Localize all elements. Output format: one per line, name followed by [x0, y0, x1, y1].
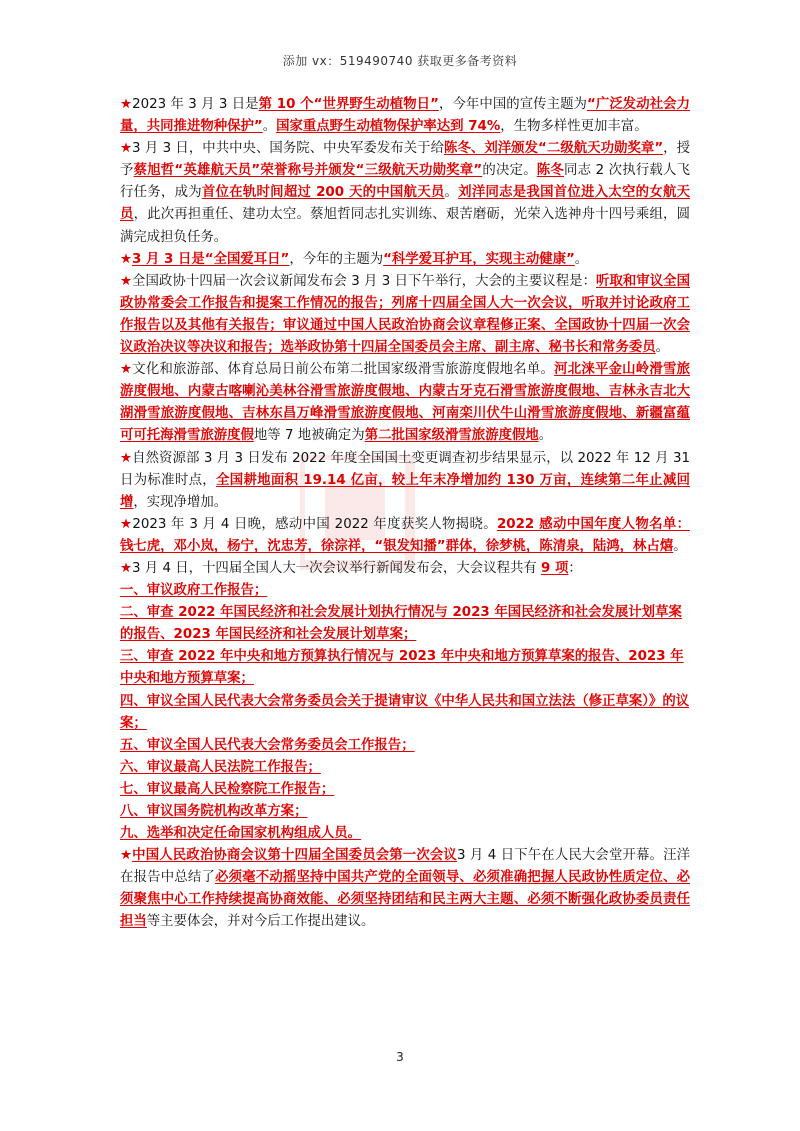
news-paragraph — [120, 249, 690, 271]
paragraph-text: ，今年的主题为 — [289, 251, 384, 267]
star-icon: ★ — [120, 560, 133, 576]
paragraph-text: 文化和旅游部、体育总局日前公布第二批国家级滑雪旅游度假地名单。 — [132, 362, 555, 378]
paragraph-text: 。 — [655, 340, 670, 356]
paragraph-text: 。 — [444, 185, 459, 201]
agenda-item — [120, 801, 690, 823]
agenda-item — [120, 735, 690, 757]
paragraph-text: 3 月 3 日，中共中央、国务院、中央军委发布关于给 — [132, 141, 445, 157]
news-paragraph — [120, 558, 690, 580]
news-paragraph — [120, 359, 690, 447]
paragraph-text: ： — [568, 560, 582, 576]
highlighted-text: 第二批国家级滑雪旅游度假地 — [364, 428, 539, 444]
news-paragraph — [120, 138, 690, 248]
star-icon: ★ — [120, 97, 133, 112]
highlighted-text: 国家重点野生动植物保护率达到 74% — [276, 119, 501, 135]
news-paragraph — [120, 448, 690, 514]
star-icon: ★ — [120, 362, 133, 378]
paragraph-text: 。 — [673, 538, 687, 554]
highlighted-text: “广泛发动社会力量，共同推进物种保护” — [120, 97, 691, 135]
highlighted-text: 全国耕地面积 19.14 亿亩，较上年末净增加约 130 万亩，连续第二年止减回增 — [120, 472, 691, 510]
agenda-item-text: 五、审议全国人民代表大会常务委员会工作报告； — [120, 737, 415, 753]
agenda-item — [120, 691, 690, 735]
agenda-item-text: 六、审议最高人民法院工作报告； — [120, 759, 321, 775]
highlighted-text: 陈冬 — [536, 163, 564, 179]
agenda-item-text: 三、审查 2022 年中央和地方预算执行情况与 2023 年中央和地方预算草案的报告、2023 年中央和地方预算草案； — [120, 649, 684, 687]
star-icon: ★ — [120, 848, 133, 864]
highlighted-text: 听取和审议全国政协常委会工作报告和提案工作情况的报告；列席十四届全国人大一次会议，听取并讨论政府工作报告以及其他有关报告；审议通过中国人民政治协商会议章程修正案、全国政协十四届一次会议政治决议等决议和报告；选举政协第十四届全国委员会主席、副主席、秘书长和常务委员 — [120, 273, 690, 356]
agenda-item — [120, 646, 690, 690]
paragraph-text: 。 — [574, 251, 589, 267]
paragraph-text: 的决定。 — [482, 163, 537, 179]
news-paragraph — [120, 845, 690, 933]
news-paragraph — [120, 514, 690, 558]
agenda-item-text: 四、审议全国人民代表大会常务委员会关于提请审议《中华人民共和国立法法（修正草案）》的议案； — [120, 693, 690, 731]
highlighted-text: 刘洋同志是我国首位进入太空的女航天员 — [120, 185, 691, 223]
agenda-item-text: 一、审议政府工作报告； — [120, 583, 268, 599]
agenda-item — [120, 823, 690, 845]
news-paragraph — [120, 94, 690, 138]
highlighted-text: “科学爱耳护耳，实现主动健康” — [383, 251, 575, 267]
highlighted-text: 首位在轨时间超过 200 天的中国航天员 — [201, 185, 445, 201]
star-icon: ★ — [120, 251, 133, 267]
highlighted-text: 3 月 3 日是“全国爱耳日” — [132, 251, 290, 267]
page-number: 3 — [396, 1050, 404, 1064]
agenda-item-text: 九、选举和决定任命国家机构组成人员。 — [120, 826, 362, 842]
highlighted-text: 9 项 — [541, 560, 569, 576]
star-icon: ★ — [120, 450, 133, 466]
highlighted-text: 陈冬、刘洋颁发“二级航天功勋奖章” — [444, 141, 664, 157]
highlighted-text: 河北涞平金山岭滑雪旅游度假地、内蒙古喀喇沁美林谷滑雪旅游度假地、内蒙古牙克石滑雪旅游度假地、吉林永吉北大湖滑雪旅游度假地、吉林东昌万峰滑雪旅游度假地、河南栾川伏牛山滑雪旅游度假地、新疆富蕴可可托海滑雪旅游度假 — [120, 362, 690, 444]
agenda-item-text: 八、审议国务院机构改革方案； — [120, 804, 308, 819]
document-body — [120, 94, 690, 934]
highlighted-text: 中国人民政治协商会议第十四届全国委员会第一次会议 — [132, 848, 457, 864]
paragraph-text: 3 月 4 日下午在人民大会堂开幕。汪洋在报告中总结了 — [120, 848, 691, 886]
star-icon: ★ — [120, 516, 133, 532]
page-header: 添加 vx：519490740 获取更多备考资料 — [282, 54, 518, 68]
paragraph-text: ，实现净增加。 — [133, 494, 228, 510]
paragraph-text: 地等 7 地被确定为 — [253, 428, 365, 444]
paragraph-text: 2023 年 3 月 3 日是 — [132, 97, 259, 112]
paragraph-text: 3 月 4 日，十四届全国人大一次会议举行新闻发布会，大会议程共有 — [132, 560, 542, 576]
highlighted-text: 必须毫不动摇坚持中国共产党的全面领导、必须准确把握人民政协性质定位、必须聚焦中心工作持续提高协商效能、必须坚持团结和民主两大主题、必须不断强化政协委员责任担当 — [120, 870, 690, 930]
paragraph-text: 自然资源部 3 月 3 日发布 2022 年度全国国土变更调查初步结果显示，以 2022 年 12 月 31 日为标准时点， — [120, 450, 690, 488]
paragraph-text: 全国政协十四届一次会议新闻发布会 3 月 3 日下午举行，大会的主要议程是： — [132, 273, 597, 289]
agenda-item — [120, 580, 690, 602]
agenda-item — [120, 757, 690, 779]
paragraph-text: 。 — [538, 428, 553, 444]
highlighted-text: 2022 感动中国年度人物名单：钱七虎，邓小岚，杨宁，沈忠芳，徐淙祥，“银发知播”群体，徐梦桃，陈清泉，陆鸿，林占熺 — [120, 516, 690, 554]
agenda-item-text: 七、审议最高人民检察院工作报告； — [120, 781, 335, 797]
highlighted-text: 第 10 个“世界野生动植物日” — [258, 97, 439, 112]
agenda-item — [120, 602, 690, 646]
news-paragraph — [120, 271, 690, 359]
paragraph-text: 2023 年 3 月 4 日晚，感动中国 2022 年度获奖人物揭晓。 — [132, 516, 497, 532]
agenda-item-text: 二、审查 2022 年国民经济和社会发展计划执行情况与 2023 年国民经济和社会发展计划草案的报告、2023 年国民经济和社会发展计划草案； — [120, 605, 682, 643]
agenda-item — [120, 779, 690, 801]
paragraph-text: 等主要体会，并对今后工作提出建议。 — [146, 914, 375, 930]
star-icon: ★ — [120, 141, 133, 157]
star-icon: ★ — [120, 273, 133, 289]
paragraph-text: 同志 2 次执行载人飞行任务，成为 — [120, 163, 691, 201]
paragraph-text: ，生物多样性更加丰富。 — [500, 119, 648, 135]
paragraph-text: 。 — [262, 119, 277, 135]
highlighted-text: 蔡旭哲“英雄航天员”荣誉称号并颁发“三级航天功勋奖章” — [133, 163, 483, 179]
paragraph-text: ，授予 — [120, 141, 691, 179]
paragraph-text: ，今年中国的宣传主题为 — [438, 97, 588, 112]
paragraph-text: ，此次再担重任、建功太空。蔡旭哲同志扎实训练、艰苦磨砺，光荣入选神舟十四号乘组，圆满完成担负任务。 — [120, 207, 690, 245]
